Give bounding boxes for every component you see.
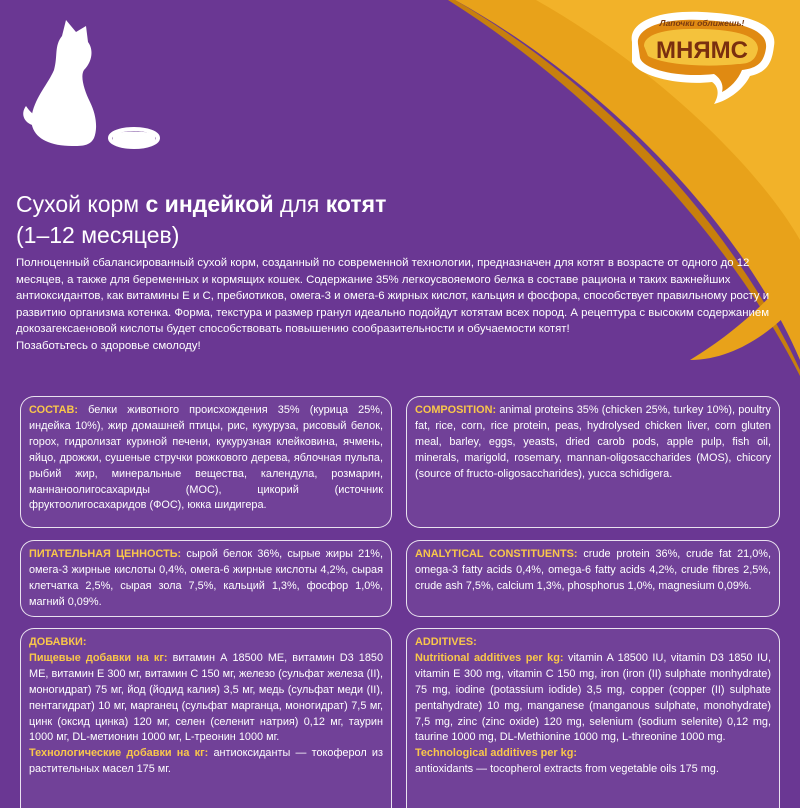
additives-ru-panel [20, 628, 392, 808]
cat-with-bowl-icon [14, 6, 174, 156]
additives-ru-nutr-text: витамин А 18500 МЕ, витамин D3 1850 МЕ, витамин Е 300 мг, витамин С 150 мг, железо (сульфат железа (II), моногидрат) 75 мг, йод (йодид калия) 3,5 мг, медь (сульфат меди (II), пентагидрат) 10 мг, марганец (сульфат марганца, моногидрат) 7,5 мг, цинк (оксид цинка) 120 мг, селен (селенит натрия) 0,12 мг, таурин 1000 мг, DL-метионин 1000 мг, L-треонин 1000 мг. [29, 651, 383, 744]
svg-text:Лапочки оближешь!: Лапочки оближешь! [659, 18, 745, 28]
additives-en-tech-text: antioxidants — tocopherol extracts from vegetable oils 175 mg. [415, 763, 719, 776]
composition-en-panel [406, 396, 780, 528]
additives-en-nutr-header: Nutritional additives per kg: [415, 651, 564, 664]
intro-description [16, 255, 782, 355]
composition-en-text: animal proteins 35% (chicken 25%, turkey 10%), poultry fat, rice, corn, rice protein, peas, hydrolysed chicken liver, corn gluten meal, barley, eggs, yeasts, dried carob pods, apple pulp, fish oil, minerals, marigold, rosemary, mannan-oligosaccharides (MOS), chicory (source of fructo-oligosaccharides), yucca schidigera. [415, 404, 771, 480]
composition-en-header: COMPOSITION: [415, 404, 497, 416]
additives-ru-tech-text: антиоксиданты — токоферол из растительных масел 175 мг. [29, 747, 383, 776]
composition-ru-text: белки животного происхождения 35% (курица 25%, индейка 10%), жир домашней птицы, рис, кукуруза, рисовый белок, горох, гидролизат куриной печени, кукурузная клейковина, ячмень, яйцо, дрожжи, сушеные стручки рожкового дерева, яблочная пульпа, рыбий жир, минеральные вещества, календула, розмарин, маннаноолигосахариды (МОС), цикорий (источник фруктоолигосахаридов (ФОС), юкка шидигера. [29, 404, 383, 512]
title-age-range: (1–12 месяцев) [16, 222, 180, 248]
brand-logo [618, 2, 786, 110]
additives-en-header: ADDITIVES: [415, 636, 477, 648]
additives-en-tech-header: Technological additives per kg: [415, 747, 577, 760]
additives-ru-nutr-header: Пищевые добавки на кг: [29, 651, 168, 664]
additives-ru-header: ДОБАВКИ: [29, 636, 87, 648]
title-part-4: котят [325, 191, 387, 217]
additives-ru-tech-header: Технологические добавки на кг: [29, 747, 209, 760]
title-part-2: с индейкой [145, 191, 274, 217]
intro-closing: Позаботьтесь о здоровье смолоду! [16, 339, 201, 352]
analytical-en-panel [406, 540, 780, 617]
svg-text:МНЯМС: МНЯМС [656, 37, 748, 64]
analytical-ru-text: сырой белок 36%, сырые жиры 21%, омега-3 жирные кислоты 0,4%, омега-6 жирные кислоты 4,2%, сырая клетчатка 2,5%, сырая зола 7,5%, кальций 1,3%, фосфор 1,0%, магний 0,09%. [29, 548, 383, 608]
analytical-ru-panel [20, 540, 392, 617]
page-title [16, 189, 716, 251]
analytical-ru-header: ПИТАТЕЛЬНАЯ ЦЕННОСТЬ: [29, 548, 182, 560]
analytical-en-header: ANALYTICAL CONSTITUENTS: [415, 548, 578, 560]
composition-ru-header: СОСТАВ: [29, 404, 78, 416]
title-part-1: Сухой корм [16, 191, 146, 217]
analytical-en-text: crude protein 36%, crude fat 21,0%, omega-3 fatty acids 0,4%, omega-6 fatty acids 4,2%, crude fibres 2,5%, crude ash 7,5%, calcium 1,3%, phosphorus 1,0%, magnesium 0,09%. [415, 548, 771, 592]
title-part-3: для [273, 191, 326, 217]
intro-text: Полноценный сбалансированный сухой корм, созданный по современной технологии, предназначен для котят в возрасте от одного до 12 месяцев, а также для беременных и кормящих кошек. Содержание 35% легкоусвояемого белка в составе рациона и таких важнейших антиоксидантов, как витамины Е и С, пребиотиков, омега-3 и омега-6 жирных кислот, кальция и фосфора, способствует правильному росту и развитию организма котенка. Форма, текстура и размер гранул идеально подойдут котятам всех пород. А рецептура с высоким содержанием докозагексаеновой кислоты будет способствовать повышению сообразительности и обучаемости котят! [16, 257, 770, 336]
additives-en-nutr-text: vitamin A 18500 IU, vitamin D3 1850 IU, vitamin E 300 mg, vitamin C 150 mg, iron (iron (II) sulphate monhydrate) 75 mg, iodine (potassium iodide) 3,5 mg, copper (copper (II) sulphate pentahydrate) 10 mg, manganese (manganous sulphate, monohydrate) 7,5 mg, zinc (zinc oxide) 120 mg, selenium (sodium selenite) 0,12 mg, taurine 1000 mg, DL-Methionine 1000 mg, L-threonine 1000 mg. [415, 651, 771, 744]
additives-en-panel [406, 628, 780, 808]
composition-ru-panel [20, 396, 392, 528]
